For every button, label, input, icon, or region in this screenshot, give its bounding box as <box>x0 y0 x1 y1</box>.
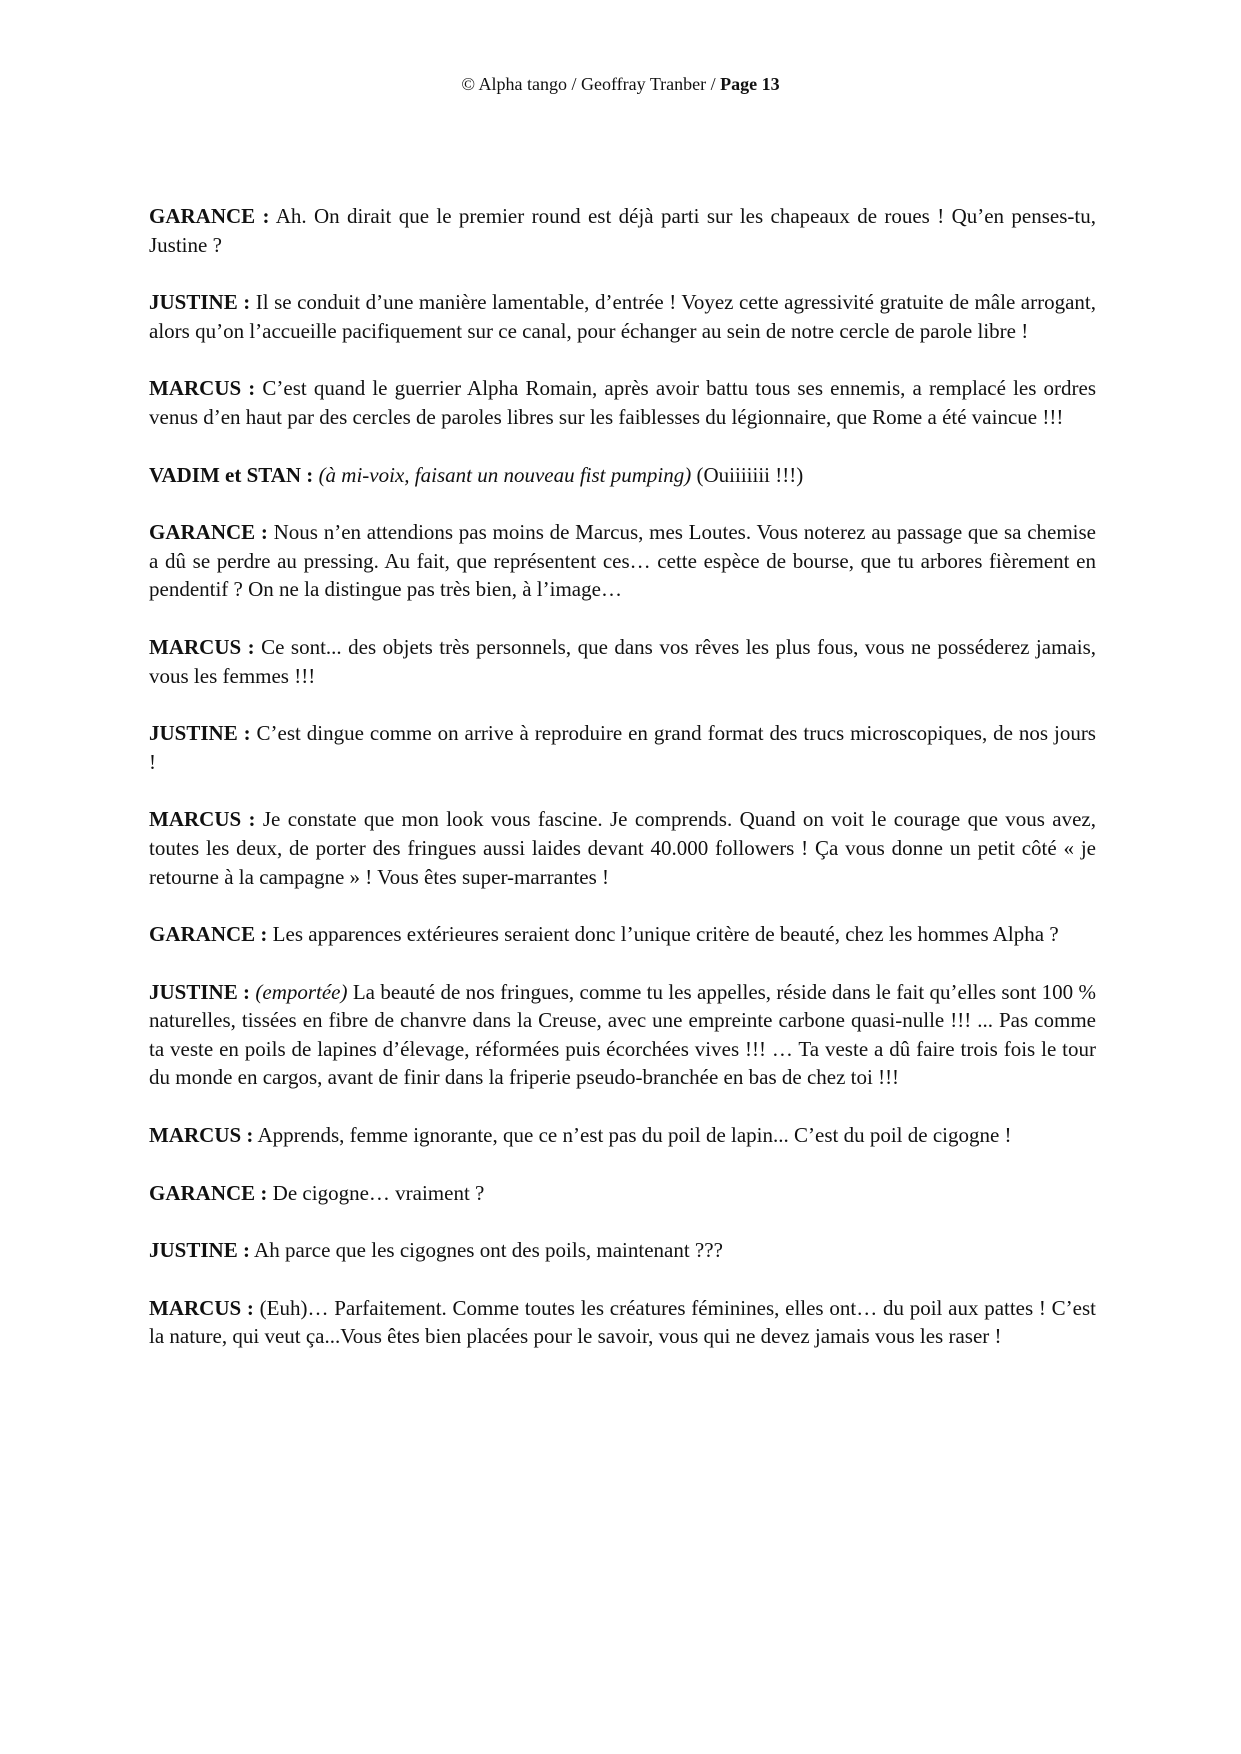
speaker-name: VADIM et STAN : <box>149 462 314 487</box>
dialogue-line <box>149 518 1096 604</box>
page-number: Page 13 <box>720 74 780 94</box>
dialogue-line <box>149 920 1096 949</box>
dialogue-line <box>149 374 1096 431</box>
speaker-name: JUSTINE : <box>149 979 251 1004</box>
stage-direction: (emportée) <box>255 979 348 1004</box>
dialogue-text: (Ouiiiiiii !!!) <box>691 462 804 487</box>
dialogue-text: C’est quand le guerrier Alpha Romain, après avoir battu tous ses ennemis, a remplacé les ordres venus d’en haut par des cercles de paroles libres sur les faiblesses du légionnaire, que Rome a été vaincue !!! <box>149 376 1097 429</box>
speaker-name: GARANCE : <box>149 922 268 947</box>
speaker-name: MARCUS : <box>149 1295 254 1320</box>
speaker-name: GARANCE : <box>149 204 270 228</box>
dialogue-line <box>149 461 1096 490</box>
speaker-name: MARCUS : <box>149 807 256 832</box>
dialogue-text: Je constate que mon look vous fascine. Je comprends. Quand on voit le courage que vous avez, toutes les deux, de porter des fringues aussi laides devant 40.000 followers ! Ça vous donne un petit côté « je retourne à la campagne » ! Vous êtes super-marrantes ! <box>149 807 1097 889</box>
speaker-name: MARCUS : <box>149 376 256 401</box>
dialogue-text: De cigogne… vraiment ? <box>267 1180 485 1205</box>
header-credit: © Alpha tango / Geoffray Tranber / <box>461 74 721 94</box>
dialogue-text: C’est dingue comme on arrive à reproduire en grand format des trucs microscopiques, de nos jours ! <box>149 721 1096 774</box>
dialogue-text: Ah. On dirait que le premier round est déjà parti sur les chapeaux de roues ! Qu’en penses-tu, Justine ? <box>149 204 1096 257</box>
dialogue-line <box>149 1236 1096 1265</box>
dialogue-line <box>149 719 1096 776</box>
speaker-name: GARANCE : <box>149 520 268 545</box>
dialogue-line <box>149 202 1096 259</box>
page-header <box>0 72 1241 96</box>
dialogue-line <box>149 1179 1096 1208</box>
dialogue-line <box>149 978 1096 1092</box>
dialogue-line <box>149 1294 1096 1351</box>
script-body <box>149 202 1096 1380</box>
dialogue-text: La beauté de nos fringues, comme tu les appelles, réside dans le fait qu’elles sont 100 % naturelles, tissées en fibre de chanvre dans la Creuse, avec une empreinte carbone quasi-nulle !!! ... Pas comme ta veste en poils de lapines d’élevage, réformées puis écorchées vives !!! … Ta veste a dû faire trois fois le tour du monde en cargos, avant de finir dans la friperie pseudo-branchée en bas de chez toi !!! <box>149 979 1096 1090</box>
dialogue-text: Apprends, femme ignorante, que ce n’est pas du poil de lapin... C’est du poil de cigogne ! <box>253 1123 1012 1148</box>
dialogue-line <box>149 633 1096 690</box>
speaker-name: MARCUS : <box>149 1123 254 1148</box>
speaker-name: JUSTINE : <box>149 1238 250 1263</box>
dialogue-line <box>149 1121 1096 1150</box>
stage-direction: (à mi-voix, faisant un nouveau fist pumping) <box>318 462 692 487</box>
speaker-name: MARCUS : <box>149 634 255 659</box>
dialogue-text: (Euh)… Parfaitement. Comme toutes les créatures féminines, elles ont… du poil aux pattes ! C’est la nature, qui veut ça...Vous êtes bien placées pour le savoir, vous qui ne devez jamais vous les raser ! <box>149 1295 1097 1349</box>
dialogue-line <box>149 805 1096 891</box>
dialogue-text: Les apparences extérieures seraient donc l’unique critère de beauté, chez les hommes Alpha ? <box>267 922 1059 947</box>
dialogue-text: Ah parce que les cigognes ont des poils, maintenant ??? <box>249 1238 723 1263</box>
dialogue-text: Il se conduit d’une manière lamentable, d’entrée ! Voyez cette agressivité gratuite de mâle arrogant, alors qu’on l’accueille pacifiquement sur ce canal, pour échanger au sein de notre cercle de parole libre ! <box>149 290 1096 343</box>
dialogue-line <box>149 288 1096 345</box>
dialogue-text: Nous n’en attendions pas moins de Marcus, mes Loutes. Vous noterez au passage que sa chemise a dû se perdre au pressing. Au fait, que représentent ces… cette espèce de bourse, que tu arbores fièrement en pendentif ? On ne la distingue pas très bien, à l’image… <box>149 520 1097 602</box>
speaker-name: JUSTINE : <box>149 721 251 746</box>
dialogue-text: Ce sont... des objets très personnels, que dans vos rêves les plus fous, vous ne posséderez jamais, vous les femmes !!! <box>149 634 1097 688</box>
speaker-name: GARANCE : <box>149 1180 268 1205</box>
speaker-name: JUSTINE : <box>149 290 251 315</box>
